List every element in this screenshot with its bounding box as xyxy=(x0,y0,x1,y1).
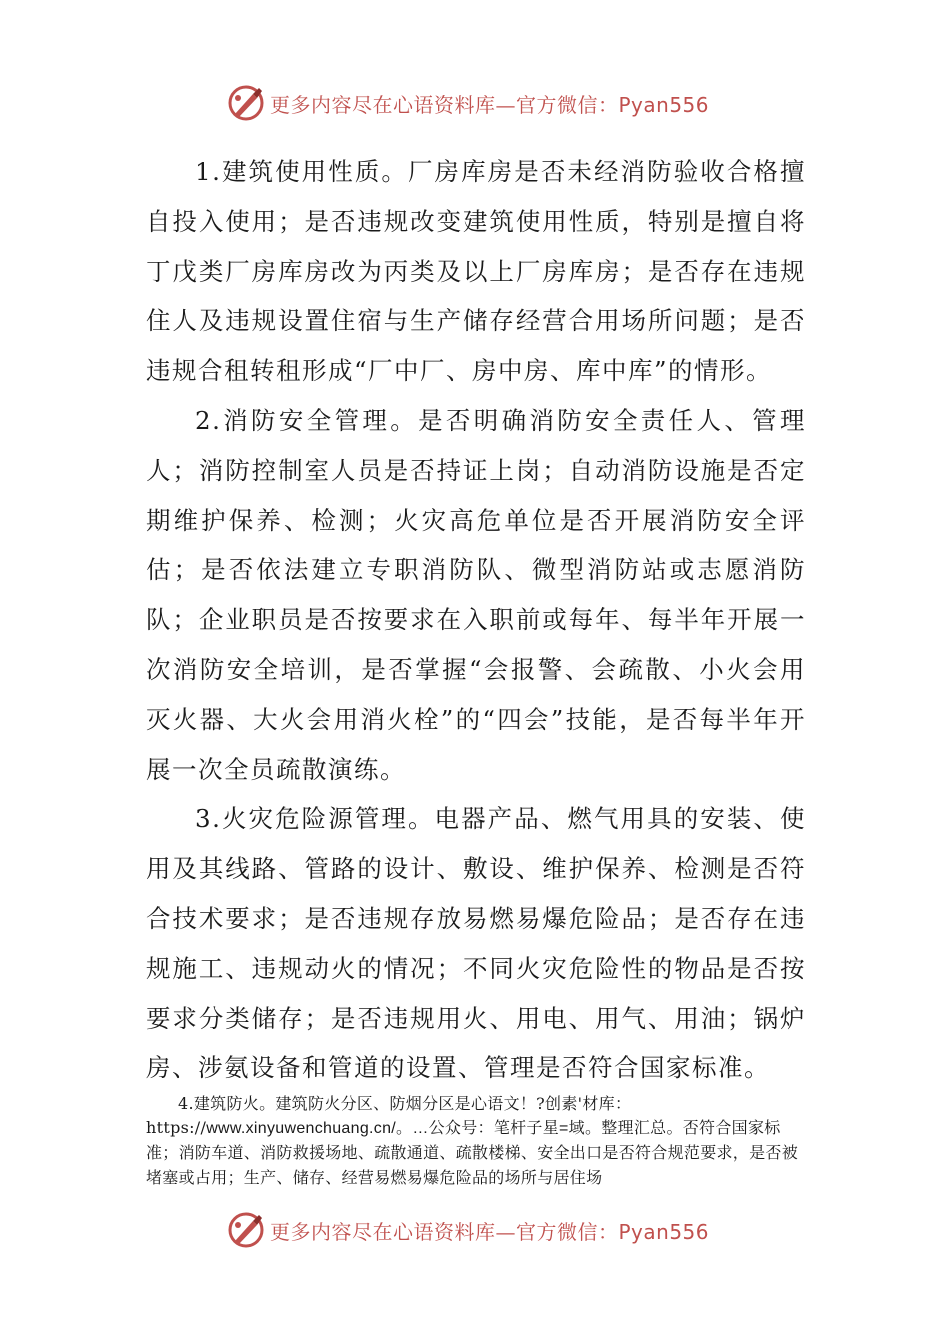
header-banner xyxy=(0,78,950,128)
paragraph-fire-safety-management: 2.消防安全管理。是否明确消防安全责任人、管理人；消防控制室人员是否持证上岗；自动消防设施是否定期维护保养、检测；火灾高危单位是否开展消防安全评估；是否依法建立专职消防队、微型消防站或志愿消防队；企业职员是否按要求在入职前或每年、每半年开展一次消防安全培训，是否掌握“会报警、会疏散、小火会用灭火器、大火会用消火栓”的“四会”技能，是否每半年开展一次全员疏散演练。 xyxy=(146,405,806,784)
wechat-id: Pyan556 xyxy=(618,1219,710,1244)
document-body xyxy=(146,147,806,1093)
paragraph-fire-hazard-management: 3.火灾危险源管理。电器产品、燃气用具的安装、使用及其线路、管路的设计、敷设、维护保养、检测是否符合技术要求；是否违规存放易燃易爆危险品；是否存在违规施工、违规动火的情况；不同火灾危险性的物品是否按要求分类储存；是否违规用火、用电、用气、用油；锅炉房、涉氨设备和管道的设置、管理是否符合国家标准。 xyxy=(146,804,806,1083)
paragraph-building-use: 1.建筑使用性质。厂房库房是否未经消防验收合格擅自投入使用；是否违规改变建筑使用性质，特别是擅自将丁戊类厂房库房改为丙类及以上厂房库房；是否存在违规住人及违规设置住宿与生产储存经营合用场所问题；是否违规合租转租形成“厂中厂、房中房、库中库”的情形。 xyxy=(146,157,806,386)
banner-text: 更多内容尽在心语资料库—官方微信：Pyan556 xyxy=(270,92,710,117)
banner-text: 更多内容尽在心语资料库—官方微信：Pyan556 xyxy=(270,1219,710,1244)
pen-logo-icon xyxy=(226,1210,266,1250)
wechat-id: Pyan556 xyxy=(618,92,710,117)
paragraph-building-fire-protection: 4.建筑防火。建筑防火分区、防烟分区是心语文！?创素'材库：https://www.xinyuwenchuang.cn/。…公众号：笔杆子星=域。整理汇总。否符合国家标准；消防车道、消防救援场地、疏散通道、疏散楼梯、安全出口是否符合规范要求，是否被堵塞或占用；生产、储存、经营易燃易爆危险品的场所与居住场 xyxy=(146,1094,799,1187)
pen-logo-icon xyxy=(226,83,266,123)
footer-banner xyxy=(0,1205,950,1255)
